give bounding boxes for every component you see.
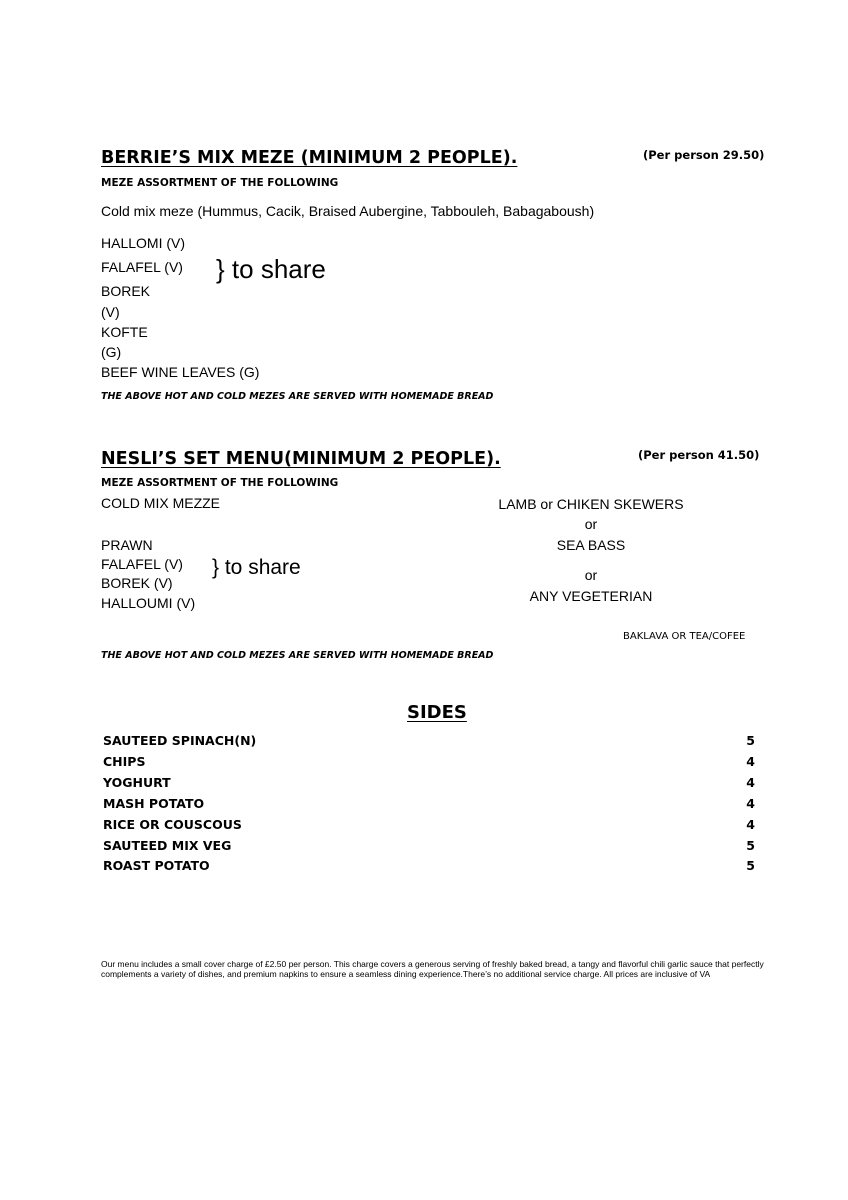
berrie-subhead: MEZE ASSORTMENT OF THE FOLLOWING <box>101 177 339 189</box>
berrie-item: FALAFEL (V) <box>101 259 183 275</box>
side-item-name: YOGHURT <box>103 775 171 790</box>
nesli-item: BOREK (V) <box>101 575 173 591</box>
side-item-price: 5 <box>746 858 755 873</box>
side-item <box>103 796 755 811</box>
berrie-price: (Per person 29.50) <box>643 148 765 162</box>
nesli-subhead: MEZE ASSORTMENT OF THE FOLLOWING <box>101 477 339 489</box>
berrie-bread-note: THE ABOVE HOT AND COLD MEZES ARE SERVED WITH HOMEMADE BREAD <box>101 391 494 402</box>
berrie-item: (G) <box>101 344 122 360</box>
side-item <box>103 754 755 769</box>
side-item-price: 4 <box>746 817 755 832</box>
nesli-dessert: BAKLAVA OR TEA/COFEE <box>623 631 746 642</box>
berrie-item: (V) <box>101 304 120 320</box>
berrie-item: BOREK <box>101 283 151 299</box>
side-item <box>103 775 755 790</box>
nesli-main-option: SEA BASS <box>556 537 626 553</box>
sides-title: SIDES <box>407 702 467 723</box>
side-item <box>103 838 755 853</box>
berrie-item: KOFTE <box>101 324 148 340</box>
nesli-to-share: } to share <box>212 556 301 579</box>
berrie-item: BEEF WINE LEAVES (G) <box>101 364 260 380</box>
nesli-bread-note: THE ABOVE HOT AND COLD MEZES ARE SERVED WITH HOMEMADE BREAD <box>101 650 494 661</box>
nesli-main-or: or <box>584 516 598 532</box>
side-item <box>103 817 755 832</box>
berrie-to-share: } to share <box>216 254 326 284</box>
side-item-price: 5 <box>746 838 755 853</box>
berrie-item: HALLOMI (V) <box>101 235 186 251</box>
side-item-price: 5 <box>746 733 755 748</box>
side-item-name: MASH POTATO <box>103 796 205 811</box>
nesli-title: NESLI’S SET MENU(MINIMUM 2 PEOPLE). <box>101 449 501 469</box>
side-item-price: 4 <box>746 775 755 790</box>
side-item-name: SAUTEED MIX VEG <box>103 838 232 853</box>
side-item-price: 4 <box>746 754 755 769</box>
side-item <box>103 733 755 748</box>
nesli-main-option: LAMB or CHIKEN SKEWERS <box>498 496 684 512</box>
side-item-name: SAUTEED SPINACH(N) <box>103 733 257 748</box>
side-item <box>103 858 755 873</box>
berrie-cold-meze: Cold mix meze (Hummus, Cacik, Braised Aubergine, Tabbouleh, Babagaboush) <box>101 203 595 219</box>
side-item-price: 4 <box>746 796 755 811</box>
nesli-price: (Per person 41.50) <box>638 448 760 462</box>
nesli-item: HALLOUMI (V) <box>101 595 196 611</box>
side-item-name: ROAST POTATO <box>103 858 210 873</box>
side-item-name: RICE OR COUSCOUS <box>103 817 242 832</box>
cover-charge-note: Our menu includes a small cover charge of £2.50 per person. This charge covers a generous serving of freshly baked bread, a tangy and flavorful chili garlic sauce that perfectly complements a variety of dishes, and premium napkins to ensure a seamless dining experience.There’s no additional service charge. All prices are inclusive of VA <box>101 959 764 979</box>
nesli-main-option: ANY VEGETERIAN <box>529 588 653 604</box>
nesli-cold-meze: COLD MIX MEZZE <box>101 495 221 511</box>
side-item-name: CHIPS <box>103 754 146 769</box>
berrie-title: BERRIE’S MIX MEZE (MINIMUM 2 PEOPLE). <box>101 148 518 168</box>
nesli-item: PRAWN <box>101 537 153 553</box>
nesli-main-or: or <box>584 567 598 583</box>
nesli-item: FALAFEL (V) <box>101 556 183 572</box>
